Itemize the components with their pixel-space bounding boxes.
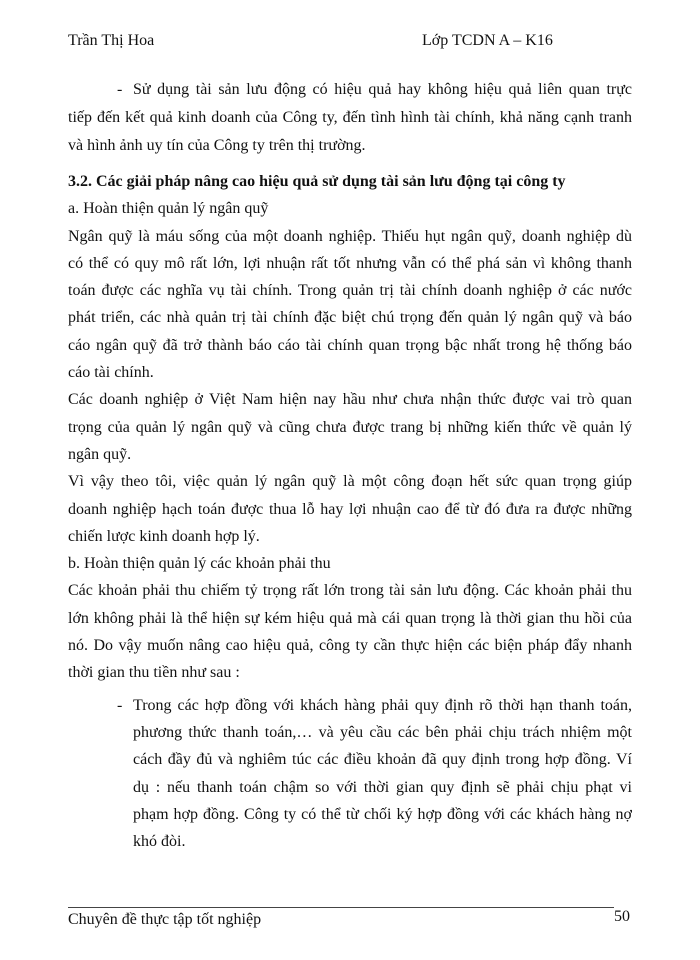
bullet-dash: - bbox=[117, 696, 123, 714]
text-line: chiến lược kinh doanh hợp lý. bbox=[68, 527, 260, 545]
text-line: Vì vậy theo tôi, việc quản lý ngân quỹ là một công đoạn hết sức quan trọng giúp bbox=[68, 473, 632, 491]
footer-title: Chuyên đề thực tập tốt nghiệp bbox=[68, 911, 262, 928]
text-line: Các khoản phải thu chiếm tỷ trọng rất lớn trong tài sản lưu động. Các khoản phải thu bbox=[68, 582, 632, 600]
text-line: trọng của quản lý ngân quỹ và cũng chưa được trang bị những kiến thức về quản lý bbox=[68, 418, 632, 436]
bullet-item bbox=[68, 692, 632, 856]
text-line: cách đầy đủ và nghiêm túc các điều khoản đã quy định trong hợp đồng. Ví bbox=[133, 751, 632, 769]
document-body bbox=[68, 76, 632, 855]
text-line: phương thức thanh toán,… và yêu cầu các bên phải chịu trách nhiệm một bbox=[133, 723, 632, 741]
text-line: doanh nghiệp hạch toán được thua lỗ hay lợi nhuận cao để từ đó đưa ra được những bbox=[68, 500, 632, 518]
text-line: toán được các nghĩa vụ tài chính. Trong quản trị tài chính doanh nghiệp ở các nước bbox=[68, 282, 632, 300]
text-line: tiếp đến kết quả kinh doanh của Công ty, đến tình hình tài chính, khả năng cạnh tranh bbox=[68, 109, 632, 126]
text-line: phạm hợp đồng. Công ty có thể từ chối ký hợp đồng với các khách hàng nợ bbox=[133, 805, 632, 823]
subheading-a: a. Hoàn thiện quản lý ngân quỹ bbox=[68, 200, 269, 218]
text-line: Trong các hợp đồng với khách hàng phải quy định rõ thời hạn thanh toán, bbox=[133, 696, 632, 714]
text-line: nó. Do vậy muốn nâng cao hiệu quả, công ty cần thực hiện các biện pháp đẩy nhanh bbox=[68, 637, 632, 655]
section-heading: 3.2. Các giải pháp nâng cao hiệu quả sử dụng tài sản lưu động tại công ty bbox=[68, 173, 566, 190]
paragraph bbox=[68, 468, 632, 550]
text-line: khó đòi. bbox=[133, 833, 186, 851]
text-line: Ngân quỹ là máu sống của một doanh nghiệp. Thiếu hụt ngân quỹ, doanh nghiệp dù bbox=[68, 227, 632, 245]
bullet-dash: - bbox=[117, 81, 123, 98]
footer-divider bbox=[68, 907, 614, 908]
text-line: có thể có quy mô rất lớn, lợi nhuận rất tốt nhưng vẫn có thể phá sản vì không thanh bbox=[68, 254, 632, 272]
text-line: Sử dụng tài sản lưu động có hiệu quả hay không hiệu quả liên quan trực bbox=[133, 81, 632, 98]
text-line: ngân quỹ. bbox=[68, 445, 132, 463]
intro-bullet bbox=[68, 76, 632, 160]
text-line: thời gian thu tiền như sau : bbox=[68, 664, 240, 682]
text-line: dụ : nếu thanh toán chậm so với thời gian quy định sẽ phải chịu phạt vi bbox=[133, 778, 632, 796]
text-line: và hình ảnh uy tín của Công ty trên thị trường. bbox=[68, 137, 366, 154]
text-line: phát triển, các nhà quản trị tài chính đặc biệt chú trọng đến quản lý ngân quỹ và báo bbox=[68, 309, 632, 327]
text-line: cáo tài chính. bbox=[68, 364, 154, 382]
text-line: cáo ngân quỹ đã trở thành báo cáo tài chính quan trọng bậc nhất trong hệ thống báo bbox=[68, 336, 632, 354]
header-class: Lớp TCDN A – K16 bbox=[422, 32, 553, 49]
text-line: Các doanh nghiệp ở Việt Nam hiện nay hầu như chưa nhận thức được vai trò quan bbox=[68, 391, 632, 409]
subheading-b: b. Hoàn thiện quản lý các khoản phải thu bbox=[68, 555, 331, 573]
paragraph bbox=[68, 577, 632, 686]
paragraph bbox=[68, 223, 632, 387]
paragraph bbox=[68, 386, 632, 468]
text-line: lớn không phải là thể hiện sự kém hiệu quả mà cái quan trọng là thời gian thu hồi của bbox=[68, 609, 632, 627]
header-author: Trần Thị Hoa bbox=[68, 32, 155, 49]
page-number: 50 bbox=[614, 908, 630, 925]
